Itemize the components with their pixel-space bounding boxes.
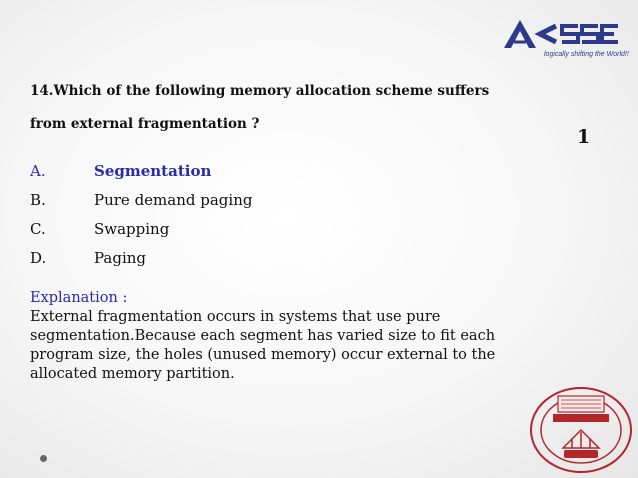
option-letter: A. [30, 162, 46, 180]
option-d [30, 247, 252, 276]
explanation [30, 289, 550, 384]
answer-options [30, 160, 252, 276]
option-c [30, 218, 252, 247]
explanation-text: External fragmentation occurs in systems that use pure segmentation.Because each segment has varied size to fit each program size, the holes (unused memory) occur external to the allocated memory partition. [30, 309, 496, 382]
option-text: Paging [94, 249, 147, 267]
bullet-dot-icon [40, 455, 47, 462]
option-b [30, 189, 252, 218]
option-letter: B. [30, 191, 46, 209]
option-text: Swapping [94, 220, 170, 238]
option-text: Segmentation [94, 162, 212, 180]
college-seal-icon [528, 386, 634, 474]
option-letter: C. [30, 220, 46, 238]
logo-tagline: logically shifting the World!! [544, 51, 629, 58]
option-text: Pure demand paging [94, 191, 253, 209]
option-a [30, 160, 252, 189]
explanation-label: Explanation : [30, 290, 128, 306]
question-text: 14.Which of the following memory allocation scheme suffers from external fragmentation ? [30, 83, 490, 132]
slide-number: 1 [577, 126, 591, 148]
option-letter: D. [30, 249, 47, 267]
